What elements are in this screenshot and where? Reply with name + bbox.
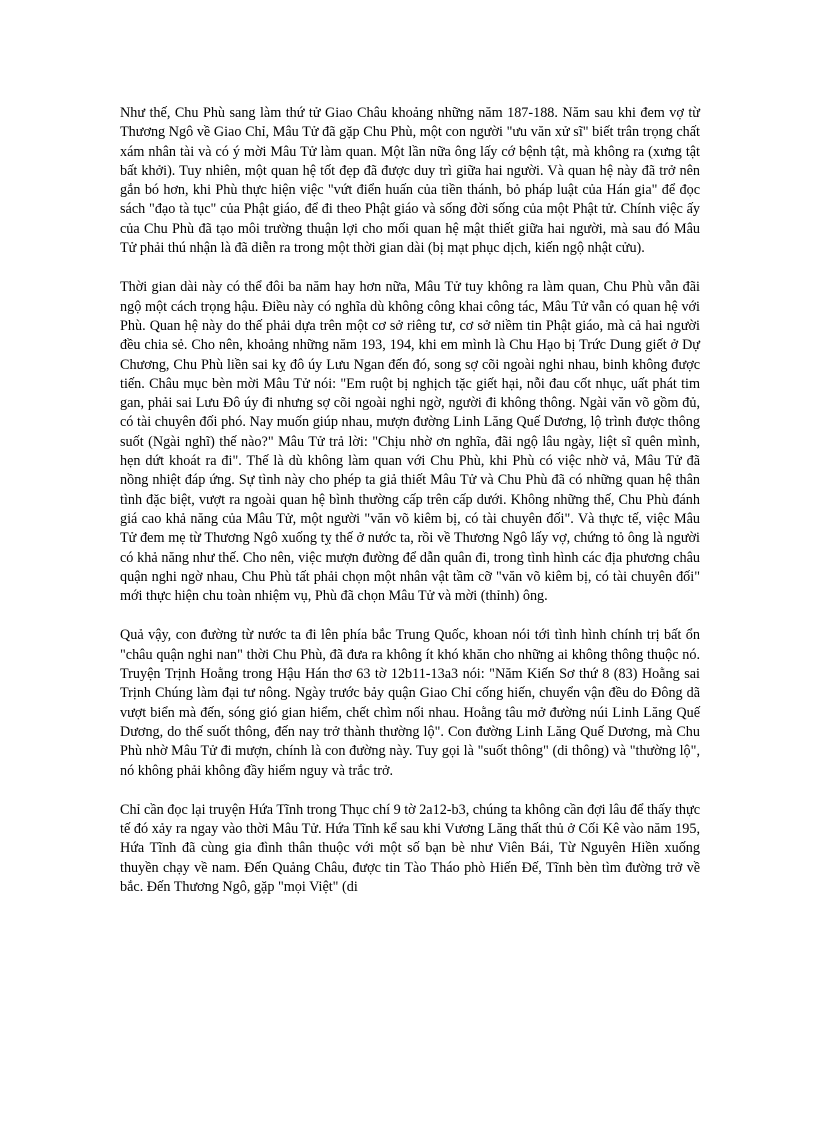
document-page	[120, 104, 700, 917]
paragraph-3: Quả vậy, con đường từ nước ta đi lên phía bắc Trung Quốc, khoan nói tới tình hình chính trị bất ổn "châu quận nghi nan" thời Chu Phù, đã đưa ra không ít khó khăn cho những ai không thông thuộc nó. Truyện Trịnh Hoằng trong Hậu Hán thơ 63 tờ 12b11-13a3 nói: "Năm Kiến Sơ thứ 8 (83) Hoằng sai Trịnh Chúng làm đại tư nông. Ngày trước bảy quận Giao Chỉ cống hiến, chuyển vận đều do Đông dã vượt biển mà đến, sóng gió gian hiểm, chết chìm nối nhau. Hoằng tâu mở đường núi Linh Lăng Quế Dương, do thế suốt thông, đến nay trở thành thường lộ". Con đường Linh Lăng Quế Dương, mà Chu Phù nhờ Mâu Tử đi mượn, chính là con đường này. Tuy gọi là "suốt thông" (di thông) và "thường lộ", nó không phải không đầy hiểm nguy và trắc trở.	[120, 627, 700, 779]
paragraph-4: Chỉ cần đọc lại truyện Hứa Tĩnh trong Thục chí 9 tờ 2a12-b3, chúng ta không cần đợi lâu để thấy thực tế đó xảy ra ngay vào thời Mâu Tử. Hứa Tĩnh kể sau khi Vương Lăng thất thủ ở Cối Kê vào năm 195, Hứa Tĩnh đã cùng gia đình thân thuộc với một số bạn bè như Viên Bái, Từ Nguyên Hiền xuống thuyền chạy về nam. Đến Quảng Châu, được tin Tào Tháo phò Hiến Đế, Tĩnh bèn tìm đường trở về bắc. Đến Thương Ngô, gặp "mọi Việt" (di	[120, 801, 700, 895]
paragraph-2: Thời gian dài này có thể đôi ba năm hay hơn nữa, Mâu Tử tuy không ra làm quan, Chu Phù vẫn đãi ngộ một cách trọng hậu. Điều này có nghĩa dù không công khai công tác, Mâu Tử vẫn có quan hệ với Phù. Quan hệ này do thế phải dựa trên một cơ sở riêng tư, cơ sở niềm tin Phật giáo, mà cả hai người đều chia sẻ. Cho nên, khoảng những năm 193, 194, khi em mình là Chu Hạo bị Trức Dung giết ở Dự Chương, Chu Phù liền sai kỵ đô úy Lưu Ngan đến đó, song sợ cõi ngoài nghi nhau, binh không được tiến. Châu mục bèn mời Mâu Tử nói: "Em ruột bị nghịch tặc giết hại, nỗi đau cốt nhục, uất phát tim gan, phải sai Lưu Đô úy đi nhưng sợ cõi ngoài nghi ngờ, người đi không thông. Ngài văn võ gồm đủ, có tài chuyên đối phó. Nay muốn giúp nhau, mượn đường Linh Lăng Quế Dương, lộ trình được thông suốt (Ngài nghĩ) thế nào?" Mâu Tử trả lời: "Chịu nhờ ơn nghĩa, đãi ngộ lâu ngày, liệt sĩ quên mình, hẹn dứt khoát ra đi". Thế là dù không làm quan với Chu Phù, khi Phù có việc nhờ vả, Mâu Tử đã nồng nhiệt đáp ứng. Sự tình này cho phép ta giả thiết Mâu Tử và Chu Phù đã có những quan hệ thân tình đặc biệt, vượt ra ngoài quan hệ bình thường cấp trên cấp dưới. Không những thế, Chu Phù đánh giá cao khả năng của Mâu Tử, một người "văn võ kiêm bị, có tài chuyên đối". Và thực tế, việc Mâu Tử đem mẹ từ Thương Ngô xuống tỵ thế ở nước ta, rồi về Thương Ngô lấy vợ, chứng tỏ ông là người có khả năng như thế. Cho nên, việc mượn đường để dẫn quân đi, trong tình hình các địa phương châu quận nghi ngờ nhau, Chu Phù tất phải chọn một nhân vật tầm cỡ "văn võ kiêm bị, có tài chuyên đối" mới thực hiện chu toàn nhiệm vụ, Phù đã chọn Mâu Tử và mời (thỉnh) ông.	[120, 279, 700, 605]
paragraph-1: Như thế, Chu Phù sang làm thứ tử Giao Châu khoảng những năm 187-188. Năm sau khi đem vợ từ Thương Ngô về Giao Chỉ, Mâu Tử đã gặp Chu Phù, một con người "ưu văn xử sĩ" biết trân trọng chất xám nhân tài và có ý mời Mâu Tử làm quan. Một lần nữa ông lấy cớ bệnh tật, mà không ra (xưng tật bất khởi). Tuy nhiên, một quan hệ tốt đẹp đã được duy trì giữa hai người. Và quan hệ này đã trở nên gắn bó hơn, khi Phù thực hiện việc "vứt điển huấn của tiền thánh, bỏ pháp luật của Hán gia" để đọc sách "đạo tà tục" của Phật giáo, để đi theo Phật giáo và sống đời sống của một Phật tử. Chính việc ấy của Chu Phù đã tạo môi trường thuận lợi cho mối quan hệ mật thiết giữa hai người, mà sau đó Mâu Tử phải thú nhận là đã diễn ra trong một thời gian dài (bị mạt phục dịch, kiến ngộ nhật cửu).	[120, 105, 700, 257]
